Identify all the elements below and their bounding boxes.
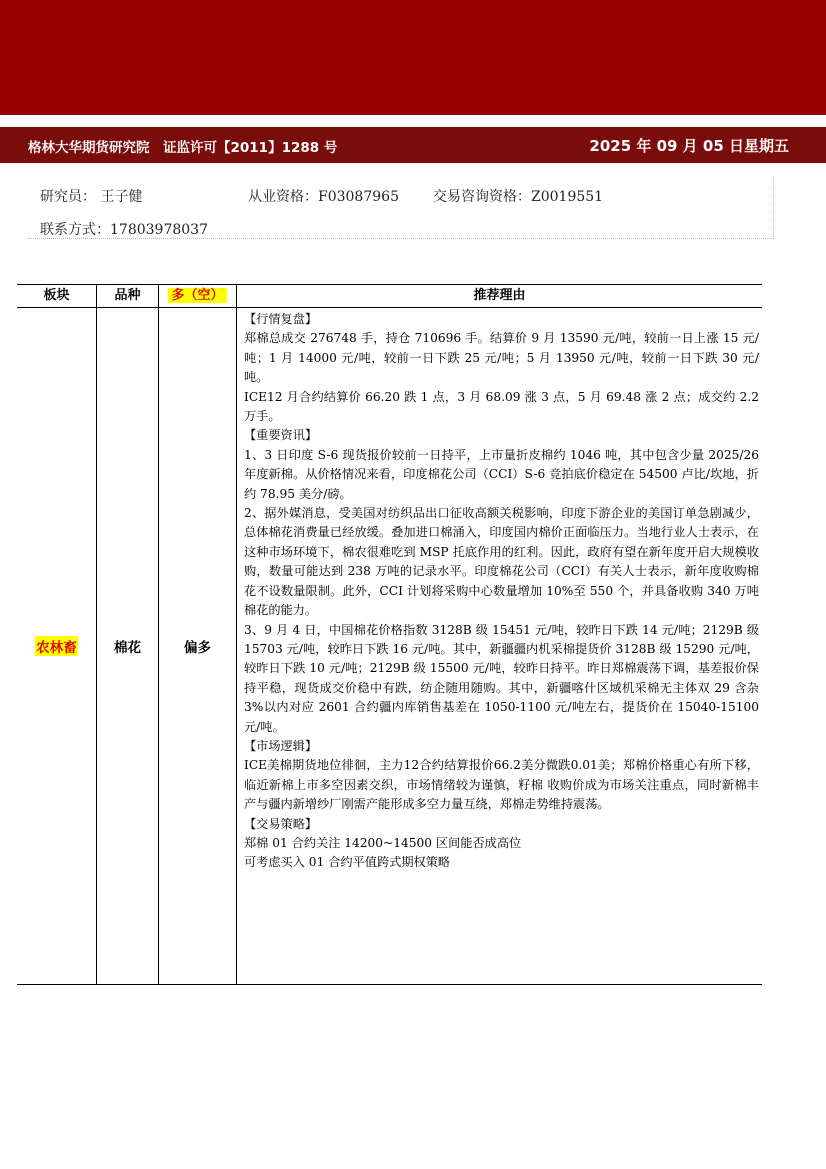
qualification: 从业资格：F03087965 [248,189,399,205]
analyst-info [28,178,774,239]
strategy-paragraph: 郑棉 01 合约关注 14200~14500 区间能否成高位 [244,835,522,850]
review-paragraph: ICE12 月合约结算价 66.20 跌 1 点，3 月 68.09 涨 3 点，5 月 69.48 涨 2 点；成交约 2.2 万手。 [244,389,759,424]
trade-qualification: 交易咨询资格：Z0019551 [433,189,604,205]
table-header [17,284,762,308]
section-title-strategy: 【交易策略】 [244,816,318,831]
org-license: 格林大华期货研究院 证监许可【2011】1288 号 [28,140,338,156]
table-bottom-border [17,984,762,985]
header-sector: 板块 [43,288,70,303]
section-title-review: 【行情复盘】 [244,312,318,326]
header-reason: 推荐理由 [473,288,526,303]
report-date: 2025 年 09 月 05 日星期五 [589,137,789,155]
col-divider [236,284,237,985]
banner-gap [0,115,826,127]
strategy-paragraph: 可考虑买入 01 合约平值跨式期权策略 [244,855,451,870]
section-title-news: 【重要资讯】 [244,428,318,443]
sector-label: 农林畜 [35,636,78,656]
cell-sector [17,307,96,984]
header-direction [159,285,236,307]
section-title-logic: 【市场逻辑】 [244,738,318,753]
review-paragraph: 郑棉总成交 276748 手，持仓 710696 手。结算价 9 月 13590 元/吨，较前一日上涨 15 元/吨；1 月 14000 元/吨，较前一日下跌 25 元/吨；5 月 13950 元/吨，较前一日下跌 30 元/吨。 [244,331,759,385]
top-banner [0,0,826,115]
header-bar [0,127,826,163]
recommendation-table [17,284,762,985]
cell-variety: 棉花 [114,639,141,656]
news-paragraph: 3、9 月 4 日，中国棉花价格指数 3128B 级 15451 元/吨，较昨日下跌 14 元/吨；2129B 级 15703 元/吨，较昨日下跌 16 元/吨。其中，新疆疆内机采棉提货价 3128B 级 15290 元/吨，较昨日下跌 10 元/吨；2129B 级 15500 元/吨，较昨日持平。昨日郑棉震荡下调，基差报价保持平稳，现货成交价稳中有跌，纺企随用随购。其中，新疆喀什区域机采棉无主体双 29 含杂 3%以内对应 2601 合约疆内库销售基差在 1050-1100 元/吨左右，提货价在 15040-15100 元/吨。 [244,622,759,734]
cell-direction: 偏多 [184,639,211,656]
header-variety: 品种 [114,288,141,303]
header-direction-label: 多（空） [168,288,226,303]
contact: 联系方式：17803978037 [40,222,208,238]
logic-paragraph: ICE美棉期货地位徘徊，主力12合约结算报价66.2美分微跌0.01美；郑棉价格重心有所下移，临近新棉上市多空因素交织，市场情绪较为谨慎，籽棉 收购价成为市场关注重点，同时新棉丰产与疆内新增纱厂刚需产能形成多空力量互绕，郑棉走势维持震荡。 [244,758,759,812]
news-paragraph: 2、据外媒消息，受美国对纺织品出口征收高额关税影响，印度下游企业的美国订单急剧减少，总体棉花消费量已经放缓。叠加进口棉涌入，印度国内棉价正面临压力。当地行业人士表示，在这种市场环境下，棉农很难吃到 MSP 托底作用的红利。因此，政府有望在新年度开启大规模收购，数量可能达到 238 万吨的记录水平。印度棉花公司（CCI）有关人士表示，新年度收购棉花不设数量限制。此外，CCI 计划将采购中心数量增加 10%至 550 个，并具备收购 340 万吨棉花的能力。 [244,506,759,618]
news-paragraph: 1、3 日印度 S-6 现货报价较前一日持平，上市量折皮棉约 1046 吨，其中包含少量 2025/26 年度新棉。从价格情况来看，印度棉花公司（CCI）S-6 竞拍底价稳定在 54500 卢比/坎地，折约 78.95 美分/磅。 [244,447,759,501]
reason-content [244,310,759,873]
researcher: 研究员： 王子健 [40,189,143,205]
